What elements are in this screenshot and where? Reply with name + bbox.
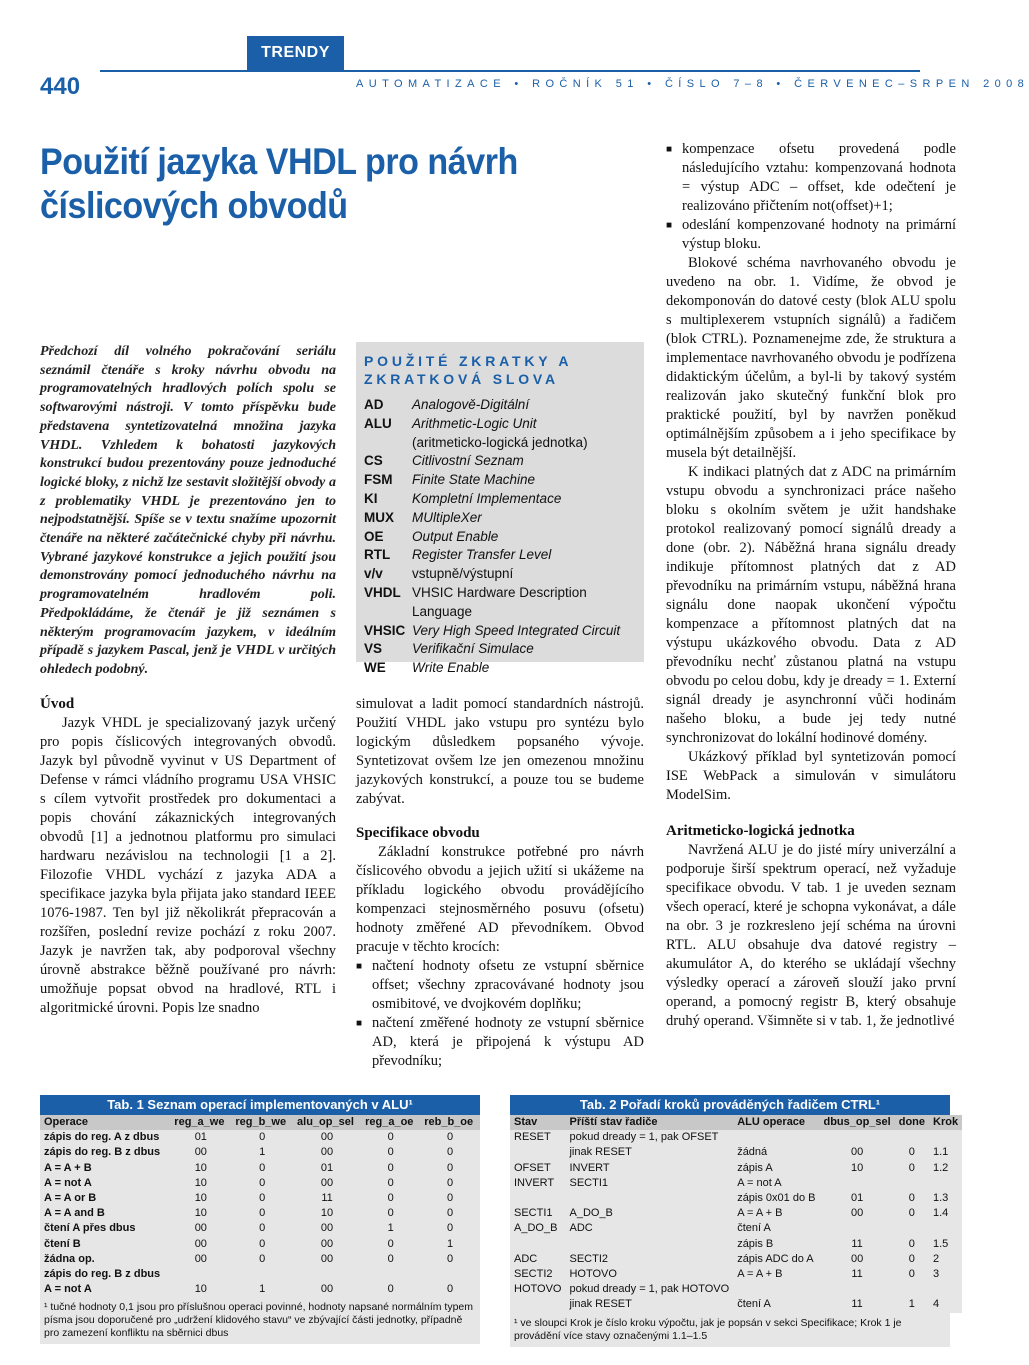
bullet-square-icon: ■ xyxy=(356,1018,363,1029)
table-cell: 10 xyxy=(320,1207,334,1220)
abbreviation-key: VHSIC xyxy=(364,622,406,638)
bullet-square-icon: ■ xyxy=(666,144,673,155)
table-cell: 10 xyxy=(194,1192,207,1205)
intro-paragraph: Jazyk VHDL je specializovaný jazyk určený pro popis číslicových integrovaných obvodů. Jazyk byl původně vyvinut v US Department of Defense v rámci vládního programu USA VHSIC s cílem vytvořit prostředek pro dokumentaci a popis chování zákaznických integrovaných obvodů [1] a jednotnou platformu pro simulaci hardwaru nezávislou na technologii [1 a 2]. Filozofie VHDL vychází z jazyka ADA a specifikace jazyka byla přijata jako standard IEEE 1076-1987. Ten byl již několikrát přepracován a rozšířen, poslední revize pochází z roku 2007. Jazyk je navržen tak, aby podporoval všechny úrovně abstrakce běžně používané pro návrh: umožňuje popsat obvod na hradlové, RTL i algoritmické úrovni. Popis lze snadno xyxy=(40,714,336,1016)
abbreviation-row xyxy=(364,509,636,528)
table-cell: 00 xyxy=(320,1146,334,1159)
abbreviation-key: AD xyxy=(364,397,384,412)
table-cell: 00 xyxy=(320,1176,334,1189)
abbreviations-list xyxy=(364,396,636,678)
table-cell: 1 xyxy=(259,1283,266,1296)
bullet-text: načtení změřené hodnoty ze vstupní sběrnice AD, která je připojená k výstupu AD převodníku; xyxy=(372,1015,644,1069)
abbreviation-row xyxy=(364,622,636,641)
table-row xyxy=(510,1191,962,1206)
table-cell: 10 xyxy=(194,1176,207,1189)
table-cell: A_DO_B xyxy=(514,1222,558,1235)
abbreviation-row xyxy=(364,584,636,622)
table-cell: 0 xyxy=(447,1222,454,1235)
abbreviation-value: Citlivostní Seznam xyxy=(412,453,524,469)
table-cell: 0 xyxy=(387,1207,394,1220)
table-cell: 0 xyxy=(447,1176,454,1189)
table-cell: 0 xyxy=(447,1283,454,1296)
table-cell: 0 xyxy=(908,1268,915,1281)
table-1-footnote: ¹ tučné hodnoty 0,1 jsou pro příslušnou operaci povinné, hodnoty napsané normálním typem písma jsou doporučené pro „udržení klidového stavu“ ve zbývající části jednotky, případně pro zamezení konfliktu na sběrnici dbus xyxy=(40,1297,480,1344)
col3-paragraph-4: Navržená ALU je do jisté míry univerzální a podporuje širší spektrum operací, než vyžaduje specifikace obvodu. V tab. 1 je uveden seznam všech operací, které je schopna vykonávat, a dále na obr. 3 je rozkresleno její schéma na úrovni RTL. ALU obsahuje dva datové registry – akumulátor A, do kterého se ukládají všechny výsledky operací a zároveň slouží jako první operand, a pomocný registr B, který obsahuje druhý operand. Všimněte si v tab. 1, že jednotlivé xyxy=(666,842,956,1029)
table-cell: 0 xyxy=(259,1131,266,1144)
abstract: Předchozí díl volného pokračování seriálu seznámil čtenáře s kroky návrhu obvodu na programovatelných hradlových polích spolu se softwarovými nástroji. V tomto příspěvku bude představena syntetizovatelná množina jazyka VHDL. Vzhledem k bohatosti jazykových konstrukcí budou prezentovány pouze jednoduché logické bloky, z nichž lze sestavit složitější obvody a z problematiky VHDL je prezentováno jen to nejpodstatnější. Spíše se v textu snažíme upozornit čtenáře na některé začátečnické chyby při návrhu. Vybrané jazykové konstrukce a jejich použití jsou demonstrovány pomocí jednoduchého návrhu na programovatelném hradlovém poli. Předpokládáme, že čtenář je již seznámen s některým programovacím jazykem, v ideálním případě s jazykem Pascal, jenž je VHDL v určitých ohledech podobný. xyxy=(40,344,336,677)
page-number: 440 xyxy=(40,73,81,100)
table-cell: A = not A xyxy=(737,1176,782,1189)
table-row xyxy=(40,1237,480,1252)
table-row xyxy=(510,1206,962,1221)
table-cell: 0 xyxy=(447,1146,454,1159)
abbreviation-key: ALU xyxy=(364,415,392,431)
table-row xyxy=(510,1161,962,1176)
col2-paragraph-1: simulovat a ladit pomocí standardních nástrojů. Použití VHDL jako vstupu pro syntézu bylo logickým důsledkem popsaného vývoje. Syntetizovat ovšem lze jen omezenou množinu jazykových konstrukcí, a pouze tou se budeme zabývat. xyxy=(356,696,644,807)
table-cell xyxy=(510,1145,565,1160)
table-cell: 0 xyxy=(908,1207,915,1220)
table-cell: ADC xyxy=(569,1222,593,1235)
column-header: Stav xyxy=(510,1115,565,1130)
table-cell: 1.3 xyxy=(933,1192,949,1205)
table-cell: 1.1 xyxy=(933,1146,949,1159)
table-cell: SECTI2 xyxy=(569,1252,608,1265)
section-tab: TRENDY xyxy=(247,36,344,70)
table-cell xyxy=(170,1267,231,1282)
table-cell xyxy=(929,1221,962,1236)
table-cell: 1 xyxy=(908,1298,915,1311)
table-cell: 0 xyxy=(387,1176,394,1189)
table-cell xyxy=(929,1282,962,1297)
abbreviation-value: VHSIC Hardware Description Language xyxy=(412,584,587,619)
abbreviation-key: KI xyxy=(364,490,378,506)
table-1-grid xyxy=(40,1115,480,1297)
table-cell: INVERT xyxy=(514,1176,555,1189)
table-row xyxy=(40,1161,480,1176)
table-cell: zápis do reg. B z dbus xyxy=(44,1268,161,1281)
column-header: dbus_op_sel xyxy=(819,1115,894,1130)
bullet-text: načtení hodnoty ofsetu ze vstupní sběrnice offset; všechny zpracovávané hodnoty jsou osmibitové, ve dvojkovém doplňku; xyxy=(372,958,644,1012)
table-cell xyxy=(895,1221,929,1236)
abbreviation-value: Output Enable xyxy=(412,528,499,544)
abbreviation-key: VHDL xyxy=(364,584,401,600)
table-cell: A = A + B xyxy=(44,1161,92,1174)
table-cell: 0 xyxy=(387,1252,394,1265)
table-row xyxy=(40,1252,480,1267)
table-row xyxy=(40,1267,480,1282)
table-cell: 00 xyxy=(194,1146,207,1159)
column-3 xyxy=(666,140,956,1031)
table-cell: A_DO_B xyxy=(569,1207,613,1220)
bullet-text: kompenzace ofsetu provedená podle následujícího vztahu: kompenzovaná hodnota = výstup ADC – offset, kde odečtení je realizováno přičtením not(offset)+1; xyxy=(682,141,956,214)
table-cell: čtení A přes dbus xyxy=(44,1222,136,1235)
abbreviation-key: FSM xyxy=(364,472,393,488)
table-cell: 11 xyxy=(851,1268,863,1281)
abbreviation-value: Register Transfer Level xyxy=(412,547,552,563)
table-cell: zápis do reg. A z dbus xyxy=(44,1131,160,1144)
table-cell: 10 xyxy=(194,1161,207,1174)
table-cell: zápis 0x01 do B xyxy=(737,1192,816,1205)
table-cell: 2 xyxy=(933,1252,940,1265)
table-cell: 0 xyxy=(447,1192,454,1205)
abbreviation-key: v/v xyxy=(364,566,383,582)
table-cell: 3 xyxy=(933,1268,940,1281)
table-row xyxy=(40,1282,480,1297)
table-cell: 11 xyxy=(851,1237,863,1250)
table-cell: HOTOVO xyxy=(514,1283,562,1296)
table-cell: zápis A xyxy=(737,1161,773,1174)
table-cell xyxy=(510,1237,565,1252)
table-cell xyxy=(895,1176,929,1191)
table-row xyxy=(510,1130,962,1145)
abbreviation-value: Verifikační Simulace xyxy=(412,641,534,657)
heading-alu: Aritmeticko-logická jednotka xyxy=(666,823,855,839)
bullet-2 xyxy=(356,1014,644,1071)
column-header: Operace xyxy=(40,1115,170,1130)
table-cell xyxy=(819,1176,894,1191)
table-cell: 0 xyxy=(908,1161,915,1174)
table-cell: 0 xyxy=(259,1207,266,1220)
table-cell: 00 xyxy=(850,1146,864,1159)
table-cell: A = A + B xyxy=(737,1268,783,1281)
abbreviation-row xyxy=(364,415,636,434)
column-header: alu_op_sel xyxy=(293,1115,361,1130)
abbreviation-key: CS xyxy=(364,453,383,469)
article-title: Použití jazyka VHDL pro návrh číslicových obvodů xyxy=(40,141,518,226)
table-cell: A = A + B xyxy=(737,1207,783,1220)
table-cell: 1 xyxy=(387,1222,394,1235)
table-cell: 01 xyxy=(320,1161,334,1174)
abbreviation-key: MUX xyxy=(364,509,394,525)
table-cell: 00 xyxy=(194,1237,207,1250)
abbreviation-key xyxy=(364,434,412,453)
table-cell: 1 xyxy=(447,1237,454,1250)
table-cell: A = A and B xyxy=(44,1207,105,1220)
table-cell: 11 xyxy=(851,1298,863,1311)
table-cell: žádná xyxy=(737,1146,768,1159)
table-cell: 1 xyxy=(259,1146,266,1159)
table-cell: 00 xyxy=(320,1237,334,1250)
table-row xyxy=(40,1206,480,1221)
table-row xyxy=(510,1221,962,1236)
table-row xyxy=(40,1130,480,1145)
table-cell: OFSET xyxy=(514,1161,551,1174)
table-cell: 0 xyxy=(908,1146,915,1159)
table-cell xyxy=(819,1130,894,1145)
table-cell: A = A or B xyxy=(44,1192,97,1205)
bullet-square-icon: ■ xyxy=(356,961,363,972)
bullet-4 xyxy=(666,216,956,254)
table-cell: jinak RESET xyxy=(569,1298,632,1311)
table-cell: 0 xyxy=(447,1161,454,1174)
table-1-header-row xyxy=(40,1115,480,1130)
table-cell xyxy=(231,1267,293,1282)
header-rule xyxy=(100,70,920,72)
abbreviation-value: (aritmeticko-logická jednotka) xyxy=(412,434,588,450)
table-cell: SECTI2 xyxy=(514,1268,553,1281)
heading-specification: Specifikace obvodu xyxy=(356,825,480,841)
table-cell: 0 xyxy=(387,1237,394,1250)
table-cell: 0 xyxy=(259,1161,266,1174)
table-cell: zápis ADC do A xyxy=(737,1252,814,1265)
table-cell xyxy=(733,1130,819,1145)
bullet-text: odeslání kompenzované hodnoty na primární výstup bloku. xyxy=(682,217,956,252)
table-row xyxy=(510,1237,962,1252)
table-cell: pokud dready = 1, pak HOTOVO xyxy=(569,1283,730,1296)
abbreviation-value: Finite State Machine xyxy=(412,472,536,488)
table-cell xyxy=(510,1297,565,1312)
table-cell xyxy=(733,1282,819,1297)
table-cell: INVERT xyxy=(569,1161,610,1174)
journal-line: AUTOMATIZACE • ROČNÍK 51 • ČÍSLO 7–8 • ČERVENEC–SRPEN 2008 xyxy=(356,78,1029,90)
abbreviation-row xyxy=(364,490,636,509)
table-cell: zápis do reg. B z dbus xyxy=(44,1146,161,1159)
table-row xyxy=(510,1297,962,1312)
table-cell: žádna op. xyxy=(44,1252,95,1265)
table-cell: čtení B xyxy=(44,1237,81,1250)
column-header: Příští stav řadiče xyxy=(565,1115,733,1130)
table-cell: 10 xyxy=(194,1283,207,1296)
abbreviation-row xyxy=(364,659,636,678)
table-cell: 00 xyxy=(320,1252,334,1265)
table-cell: 1.2 xyxy=(933,1161,949,1174)
table-cell xyxy=(361,1267,420,1282)
col3-paragraph-1: Blokové schéma navrhovaného obvodu je uvedeno na obr. 1. Vidíme, že obvod je dekomponován do datové cesty (blok ALU spolu s multiplexerem vstupních signálů) a řadičem (blok CTRL). Poznamenejme zde, že struktura a implementace navrhovaného obvodu je podřízena didaktickým účelům, a byl-li by takový systém realizován jako skutečný funkční blok pro praktické použití, byl by navržen poněkud optimálnějším způsobem a i jeho specifikace by musela být detailnější. xyxy=(666,255,956,461)
table-cell: 00 xyxy=(194,1252,207,1265)
table-cell: 0 xyxy=(387,1131,394,1144)
table-cell: ADC xyxy=(514,1252,538,1265)
table-cell: 00 xyxy=(320,1131,334,1144)
table-cell xyxy=(819,1282,894,1297)
table-cell: 0 xyxy=(447,1207,454,1220)
table-cell xyxy=(510,1191,565,1206)
abbreviation-value: Write Enable xyxy=(412,660,490,676)
table-row xyxy=(40,1145,480,1160)
abbreviation-row xyxy=(364,640,636,659)
table-cell: 0 xyxy=(259,1176,266,1189)
table-cell xyxy=(293,1267,361,1282)
table-cell: 0 xyxy=(259,1192,266,1205)
table-cell: 0 xyxy=(908,1252,915,1265)
column-1 xyxy=(40,343,336,1018)
abbreviation-row xyxy=(364,565,636,584)
abbreviation-row xyxy=(364,546,636,565)
col3-paragraph-3: Ukázkový příklad byl syntetizován pomocí ISE WebPack a simulován v simulátoru ModelSim. xyxy=(666,749,956,803)
table-2 xyxy=(510,1095,959,1347)
table-row xyxy=(40,1191,480,1206)
table-cell: 00 xyxy=(320,1283,334,1296)
table-cell: 0 xyxy=(387,1192,394,1205)
abbreviation-value: MUltipleXer xyxy=(412,509,482,525)
table-cell: 00 xyxy=(850,1207,864,1220)
abbreviation-value: Arithmetic-Logic Unit xyxy=(412,415,537,431)
table-cell xyxy=(565,1237,733,1252)
column-header: reb_b_oe xyxy=(420,1115,480,1130)
table-cell: 0 xyxy=(908,1192,915,1205)
table-cell: 00 xyxy=(320,1222,334,1235)
table-cell: 0 xyxy=(259,1237,266,1250)
table-row xyxy=(40,1221,480,1236)
table-cell xyxy=(565,1191,733,1206)
table-cell xyxy=(420,1267,480,1282)
col2-paragraph-2: Základní konstrukce potřebné pro návrh číslicového obvodu a jejich užití si ukážeme na příkladu logického obvodu provádějícího kompenzaci stejnosměrného posuvu (ofsetu) hodnoty změřené AD převodníkem. Obvod pracuje v těchto krocích: xyxy=(356,844,644,955)
col3-paragraph-2: K indikaci platných dat z ADC na primárním vstupu obvodu a synchronizaci práce našeho bloku s okolním světem je užit handshake protokol realizovaný pomocí signálů dready a done (obr. 2). Náběžná hrana signálu dready indikuje přítomnost platných dat z AD převodníku na primárním vstupu, náběžná hrana signálu done naopak ukončení výpočtu kompenzace a přítomnost platných dat na výstupu ukázkového obvodu. Data z AD převodníku nechť zůstanou platná na vstupu obvodu po celou dobu, kdy je dready = 1. Externí signál dready je asynchronní vůči hodinám našeho bloku, a bude jej tedy nutné synchronizovat do lokální hodinové domény. xyxy=(666,464,956,746)
table-cell: 0 xyxy=(387,1146,394,1159)
table-cell: čtení A xyxy=(737,1298,771,1311)
table-cell: 0 xyxy=(447,1252,454,1265)
table-cell: 0 xyxy=(387,1161,394,1174)
column-header: Krok xyxy=(929,1115,962,1130)
table-cell: 01 xyxy=(850,1192,864,1205)
table-cell: pokud dready = 1, pak OFSET xyxy=(569,1131,719,1144)
table-2-header-row xyxy=(510,1115,962,1130)
table-cell: 11 xyxy=(321,1192,333,1205)
column-header: reg_b_we xyxy=(231,1115,293,1130)
table-row xyxy=(510,1145,962,1160)
table-cell: A = not A xyxy=(44,1283,92,1296)
abbreviations-box xyxy=(356,342,644,676)
abbreviation-row xyxy=(364,434,636,453)
column-header: reg_a_oe xyxy=(361,1115,420,1130)
abbreviation-row xyxy=(364,452,636,471)
table-cell: SECTI1 xyxy=(569,1176,608,1189)
column-header: done xyxy=(895,1115,929,1130)
table-2-caption: Tab. 2 Pořadí kroků prováděných řadičem CTRL¹ xyxy=(510,1095,950,1115)
abbreviation-key: OE xyxy=(364,528,384,544)
table-cell: HOTOVO xyxy=(569,1268,617,1281)
table-row xyxy=(510,1176,962,1191)
abbreviation-row xyxy=(364,528,636,547)
table-row xyxy=(510,1252,962,1267)
table-2-footnote: ¹ ve sloupci Krok je číslo kroku výpočtu, jak je popsán v sekci Specifikace; Krok 1 je provádění více stavy označenými 1.1–1.5 xyxy=(510,1313,950,1347)
table-cell: A = not A xyxy=(44,1176,92,1189)
column-header: reg_a_we xyxy=(170,1115,231,1130)
heading-intro: Úvod xyxy=(40,695,75,712)
table-cell xyxy=(929,1176,962,1191)
table-cell: 00 xyxy=(194,1222,207,1235)
table-row xyxy=(510,1282,962,1297)
column-2 xyxy=(356,695,644,1071)
abbreviation-value: Analogově-Digitální xyxy=(412,397,530,412)
table-cell: 0 xyxy=(259,1252,266,1265)
bullet-square-icon: ■ xyxy=(666,220,673,231)
table-cell: SECTI1 xyxy=(514,1207,553,1220)
table-cell: zápis B xyxy=(737,1237,774,1250)
table-cell: čtení A xyxy=(737,1222,771,1235)
abbreviation-row xyxy=(364,396,636,415)
abbreviation-row xyxy=(364,471,636,490)
column-header: ALU operace xyxy=(733,1115,819,1130)
abbreviations-title: POUŽITÉ ZKRATKY A ZKRATKOVÁ SLOVA xyxy=(364,353,572,387)
abbreviation-value: vstupně/výstupní xyxy=(412,566,514,582)
abbreviation-key: RTL xyxy=(364,547,391,563)
table-row xyxy=(40,1176,480,1191)
table-1 xyxy=(40,1095,480,1344)
table-cell: 0 xyxy=(447,1131,454,1144)
table-cell: 1.5 xyxy=(933,1237,949,1250)
table-1-caption: Tab. 1 Seznam operací implementovaných v ALU¹ xyxy=(40,1095,480,1115)
table-cell: 10 xyxy=(850,1161,864,1174)
table-cell xyxy=(819,1221,894,1236)
table-cell: 1.4 xyxy=(933,1207,949,1220)
table-cell xyxy=(895,1282,929,1297)
table-cell: 0 xyxy=(908,1237,915,1250)
abbreviation-key: VS xyxy=(364,641,383,657)
table-cell: 01 xyxy=(194,1131,207,1144)
abbreviation-value: Kompletní Implementace xyxy=(412,490,562,506)
table-cell: 0 xyxy=(259,1222,266,1235)
abbreviation-value: Very High Speed Integrated Circuit xyxy=(412,622,621,638)
table-cell: 10 xyxy=(194,1207,207,1220)
table-cell: 0 xyxy=(387,1283,394,1296)
table-cell: 00 xyxy=(850,1252,864,1265)
table-cell xyxy=(895,1130,929,1145)
table-cell: 4 xyxy=(933,1298,940,1311)
bullet-3 xyxy=(666,140,956,216)
table-cell: jinak RESET xyxy=(569,1146,632,1159)
table-2-grid xyxy=(510,1115,962,1313)
table-cell: RESET xyxy=(514,1131,551,1144)
table-cell xyxy=(929,1130,962,1145)
bullet-1 xyxy=(356,957,644,1014)
table-row xyxy=(510,1267,962,1282)
abbreviation-key: WE xyxy=(364,660,386,676)
